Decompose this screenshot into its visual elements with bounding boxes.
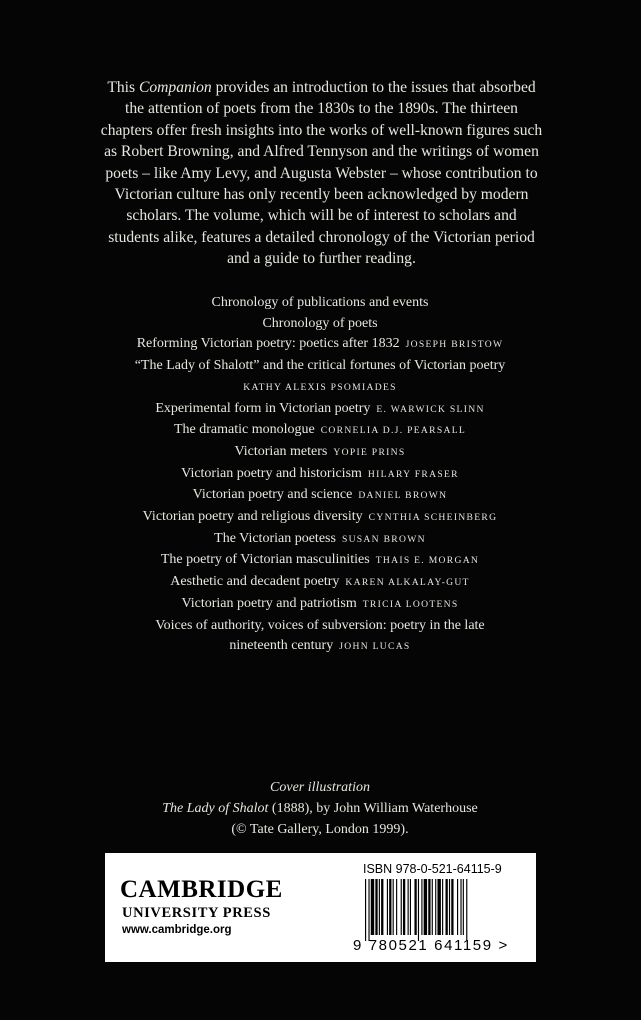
barcode-bar [432,879,433,935]
chapter-title: Voices of authority, voices of subversion: poetry in the late [155,617,485,633]
copyright-credit: (© Tate Gallery, London 1999). [231,822,409,837]
barcode-bar [410,879,411,935]
barcode-bar [449,879,450,935]
barcode-bar [428,879,430,935]
chapter-author: THAIS E. MORGAN [375,555,480,567]
barcode-digits: 9 780521 641159 > [353,937,509,954]
contents-line [80,377,560,399]
contents-line [80,399,560,421]
contents-line [80,442,560,464]
blurb-intro: This [107,79,139,96]
barcode-bar [389,879,391,935]
barcode-bar [466,879,467,941]
contents-line [80,636,560,658]
chapter-title: “The Lady of Shalott” and the critical fortunes of Victorian poetry [134,358,506,374]
barcode-bar [414,879,416,935]
publisher-barcode-panel [105,853,536,962]
chapter-author: KATHY ALEXIS PSOMIADES [243,381,397,393]
cover-illustration-credit [120,777,520,840]
chapter-title: Chronology of poets [262,315,378,331]
barcode-bar [424,879,427,935]
chapter-title: Aesthetic and decadent poetry [170,574,340,590]
painting-title: The Lady of Shalot [162,801,269,816]
publisher-press: UNIVERSITY PRESS [122,905,271,921]
barcode-bar [401,879,402,935]
barcode-bar [442,879,443,935]
contents-line [80,550,560,572]
chapter-author: KAREN ALKALAY-GUT [345,577,470,589]
painting-details: (1888), by John William Waterhouse [268,801,478,816]
barcode-bar [393,879,394,935]
chapter-author: SUSAN BROWN [341,533,426,545]
chapter-author: JOHN LUCAS [339,641,411,653]
chapter-title: Reforming Victorian poetry: poetics after 1832 [136,336,400,352]
chapter-author: HILARY FRASER [367,468,459,480]
barcode-bar [418,879,419,941]
barcode-bar [460,879,461,935]
chapter-title: Victorian poetry and science [192,487,353,503]
chapter-title: nineteenth century [229,638,334,654]
barcode-bar [463,879,464,935]
table-of-contents [80,293,560,658]
chapter-title: The Victorian poetess [214,530,336,546]
barcode-bar [387,879,388,935]
chapter-author: CYNTHIA SCHEINBERG [368,512,498,524]
chapter-author: DANIEL BROWN [358,490,448,502]
barcode-bar [421,879,422,935]
chapter-title: Chronology of publications and events [211,295,429,310]
barcode-bar [371,879,374,935]
barcode-icon [363,879,528,941]
chapter-author: CORNELIA D.J. PEARSALL [320,425,467,437]
cover-heading: Cover illustration [270,780,370,795]
barcode-bar [437,879,440,935]
barcode-bar [368,879,369,941]
contents-line [80,334,560,356]
barcode-bar [381,879,383,935]
contents-line [80,485,560,507]
chapter-author: TRICIA LOOTENS [362,598,459,610]
barcode-bar [457,879,458,935]
chapter-title: Victorian poetry and historicism [181,465,362,481]
contents-line [80,464,560,486]
blurb-text: provides an introduction to the issues that absorbed the attention of poets from the 1830s to the 1890s. The thirteen chapters offer fresh insights into the works of well-known figures such as Robert Browning, and Alfred Tennyson and the writings of women poets – like Amy Levy, and Augusta Webster – whose contribution to Victorian culture has only recently been acknowledged by modern scholars. The volume, which will be of interest to scholars and students alike, features a detailed chronology of the Victorian period and a guide to further reading. [100,79,543,268]
isbn-label: ISBN 978-0-521-64115-9 [363,862,502,876]
contents-line [80,314,560,335]
contents-line [80,572,560,594]
barcode-bar [408,879,409,935]
chapter-author: E. WARWICK SLINN [376,403,485,415]
barcode-bar [396,879,397,935]
barcode-bar [379,879,380,935]
contents-line [80,507,560,529]
blurb-emphasis: Companion [138,79,212,96]
barcode-bar [375,879,377,935]
chapter-title: The poetry of Victorian masculinities [160,552,370,568]
chapter-title: Victorian poetry and religious diversity [142,509,363,525]
publisher-website: www.cambridge.org [122,924,232,936]
chapter-title: Experimental form in Victorian poetry [155,400,371,416]
barcode-bar [435,879,436,935]
barcode-bar [446,879,448,935]
barcode-bar [365,879,366,941]
barcode-bar [451,879,453,935]
back-cover-blurb [100,77,543,270]
chapter-author: JOSEPH BRISTOW [405,339,504,351]
contents-line [80,529,560,551]
contents-line [80,420,560,442]
chapter-title: Victorian meters [234,443,328,459]
publisher-name: CAMBRIDGE [120,876,283,903]
contents-line [80,293,560,314]
chapter-author: YOPIE PRINS [333,446,406,458]
chapter-title: Victorian poetry and patriotism [181,595,357,611]
contents-line [80,616,560,637]
contents-line [80,356,560,377]
barcode-bar [403,879,405,935]
chapter-title: The dramatic monologue [173,422,315,438]
contents-line [80,594,560,616]
